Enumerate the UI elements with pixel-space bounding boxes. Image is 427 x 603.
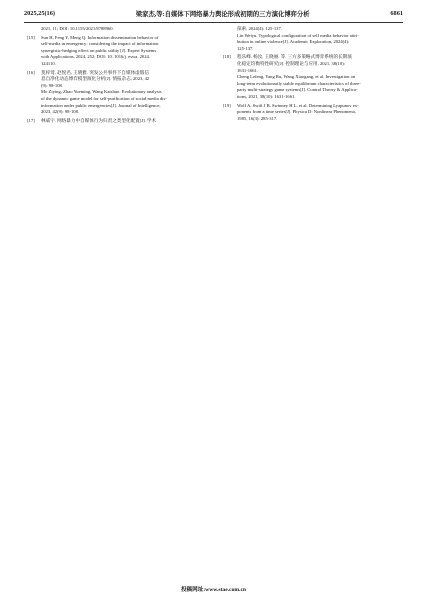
reference-entry (27, 26, 213, 33)
reference-entry (223, 26, 409, 52)
reference-line: 林威宇. 网络暴力中自媒体行为归责之类型化配置[J]. 学术 (41, 117, 157, 123)
reference-line: tions, 2021, 38(10): 1631-1661. (237, 93, 296, 99)
reference-entry (223, 103, 409, 123)
reference-line: Sun H, Feng Y, Meng Q. Information dissemination behavior of (41, 34, 159, 40)
reference-line: 程乐峰, 杨汝, 王晓丽, 等. 三方多策略式博弈系统的长期演 (237, 54, 352, 60)
reference-line: 化稳定均衡特性研究[J]. 控制理论与应用, 2021, 38(10): (237, 60, 345, 66)
reference-line: Mo Ziying, Zhao Yueming, Wang Kaishuo. Evolutionary analysis (41, 89, 162, 95)
reference-line: synergistic-hedging effect on public utility [J]. Expert Systems (41, 47, 157, 53)
reference-line: 息自净化动态博弈模型演化分析[J]. 情报杂志, 2023, 42 (41, 76, 150, 82)
reference-line: ponents from a time series[J]. Physica D: Nonlinear Phenomena, (237, 109, 356, 115)
reference-line: 125-137. (237, 45, 254, 51)
reference-entry (27, 70, 213, 116)
reference-line: Wolf A, Swift J B, Swinney H L, et al. Determining Lyapunov ex- (237, 102, 359, 108)
reference-line: of the dynamic game model for self-purification of social media dis- (41, 95, 167, 101)
reference-number: [15] (27, 34, 35, 40)
reference-line: Cheng Lefeng, Yang Ru, Wang Xiaogang, et al. Investigation on (237, 74, 356, 80)
reference-entry (223, 54, 409, 100)
page-number: 6861 (390, 9, 403, 17)
running-title: 梁家杰,等:自媒体下网络暴力舆论形成初期的三方演化博弈分析 (135, 10, 310, 18)
reference-number: [19] (223, 102, 231, 108)
reference-number: [17] (27, 117, 35, 123)
reference-line: Lin Weiyu. Typological configuration of self media behavior attri- (237, 32, 359, 38)
reference-line: with Applications, 2024, 252; DOI: 10. 1016/j. eswa. 2024. (41, 54, 150, 60)
reference-number: [18] (223, 54, 231, 60)
reference-line: 2021, 11; DOI: 10.1155/2021/8788960. (41, 26, 114, 31)
reference-line: party multi-strategy game systems[J]. Control Theory & Applica- (237, 87, 358, 93)
reference-entry (27, 118, 213, 125)
issue-label: 2025,25(16) (24, 9, 55, 17)
running-header (24, 6, 403, 20)
reference-line: 1631-1661. (237, 67, 259, 73)
reference-line: (9): 98-108. (41, 82, 63, 88)
reference-line: 1985, 16(3): 285-317. (237, 115, 278, 121)
reference-line: 124110. (41, 60, 56, 66)
reference-number: [16] (27, 69, 35, 75)
reference-line: bution in online violence[J]. Academic Exploration, 2024(4): (237, 39, 350, 45)
reference-line: self-media in emergency: considering the impact of information (41, 41, 159, 47)
reference-line: 莫梓莺, 赵悦名, 王晓雅. 突发公共事件下自媒体虚假信 (41, 69, 149, 75)
reference-entry (27, 35, 213, 68)
submission-url: 投稿网址:www.stae.com.cn (180, 587, 247, 593)
reference-line: 2023, 42(9): 98-108. (41, 109, 80, 115)
left-reference-column (27, 26, 213, 126)
reference-line: long-term evolutionarily stable equilibrium characteristics of three- (237, 80, 361, 86)
right-reference-column (223, 26, 409, 124)
header-rule (24, 22, 403, 23)
reference-line: 探索, 2024(4): 125-137. (237, 26, 282, 31)
reference-line: information under public emergencies[J]. Journal of Intelligence, (41, 102, 161, 108)
